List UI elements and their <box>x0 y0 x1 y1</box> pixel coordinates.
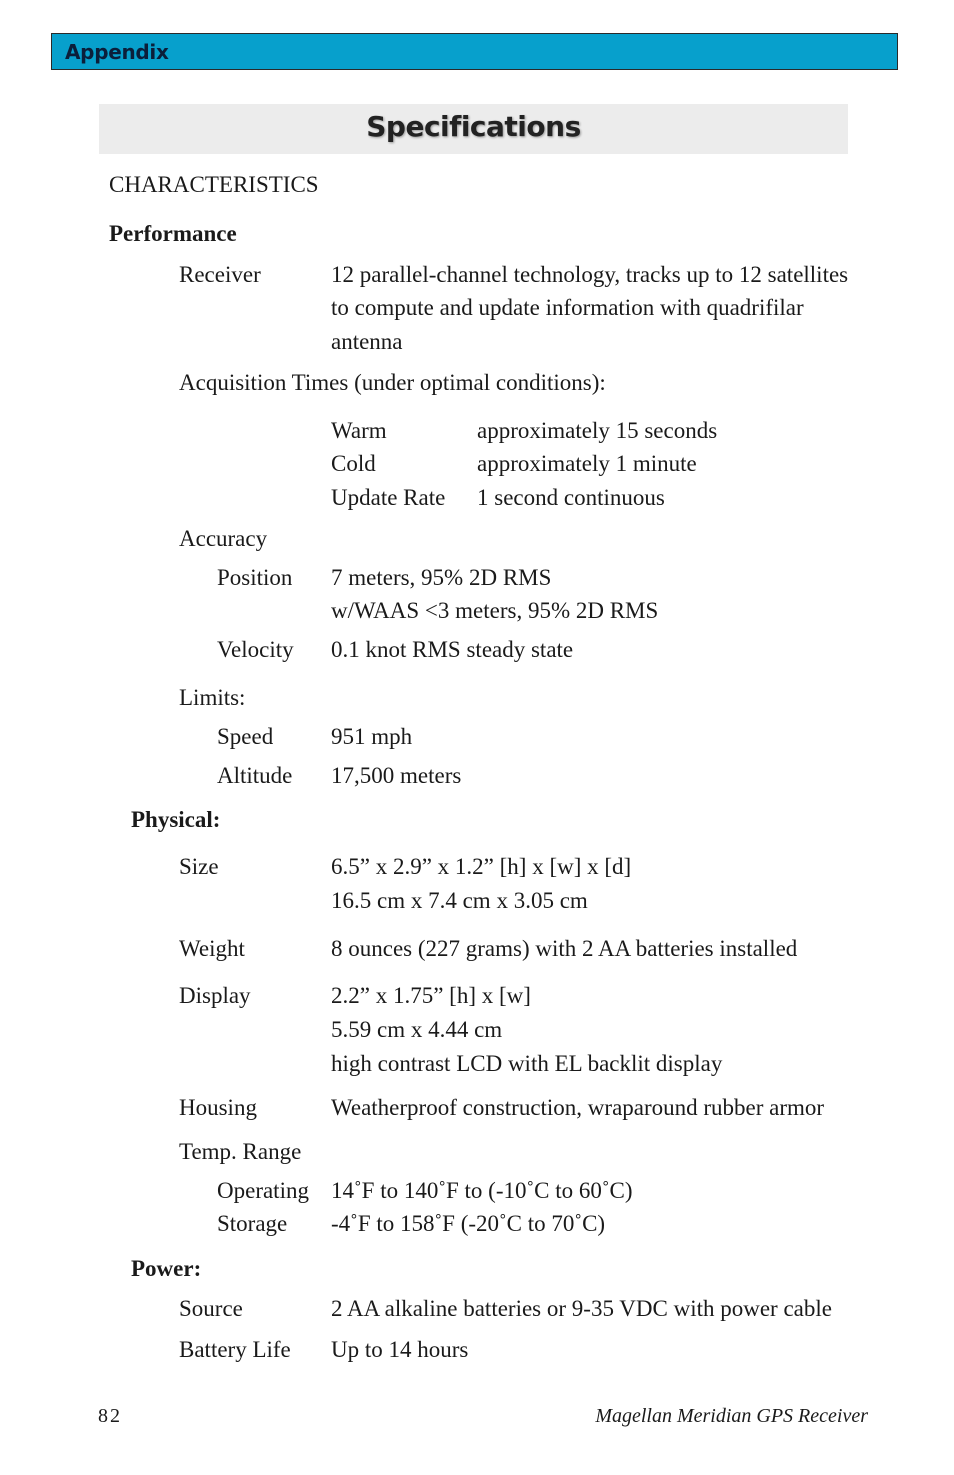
page-title: Specifications <box>366 110 581 143</box>
battery-life-label: Battery Life <box>179 1337 291 1362</box>
altitude-value: 17,500 meters <box>331 763 462 788</box>
position-line-1: 7 meters, 95% 2D RMS <box>331 565 552 590</box>
source-label: Source <box>179 1296 243 1321</box>
size-line-2: 16.5 cm x 7.4 cm x 3.05 cm <box>331 888 588 913</box>
display-label: Display <box>179 983 251 1008</box>
page-number: 82 <box>98 1405 122 1427</box>
operating-value: 14˚F to 140˚F to (-10˚C to 60˚C) <box>331 1178 633 1203</box>
acq-warm-label: Warm <box>331 418 387 443</box>
acq-update-value: 1 second continuous <box>477 485 665 510</box>
housing-label: Housing <box>179 1095 257 1120</box>
size-label: Size <box>179 854 219 879</box>
performance-heading: Performance <box>109 221 237 246</box>
receiver-line-3: antenna <box>331 329 403 354</box>
velocity-label: Velocity <box>217 637 294 662</box>
display-line-2: 5.59 cm x 4.44 cm <box>331 1017 503 1042</box>
book-title: Magellan Meridian GPS Receiver <box>595 1405 868 1427</box>
appendix-label: Appendix <box>65 40 169 64</box>
accuracy-label: Accuracy <box>179 526 268 551</box>
speed-label: Speed <box>217 724 274 749</box>
weight-label: Weight <box>179 936 245 961</box>
storage-label: Storage <box>217 1211 288 1236</box>
acq-update-label: Update Rate <box>331 485 446 510</box>
size-line-1: 6.5” x 2.9” x 1.2” [h] x [w] x [d] <box>331 854 632 879</box>
display-line-3: high contrast LCD with EL backlit display <box>331 1051 723 1076</box>
appendix-header-bar <box>51 33 898 70</box>
position-label: Position <box>217 565 293 590</box>
limits-label: Limits: <box>179 685 246 710</box>
storage-value: -4˚F to 158˚F (-20˚C to 70˚C) <box>331 1211 606 1236</box>
acq-cold-label: Cold <box>331 451 376 476</box>
position-line-2: w/WAAS <3 meters, 95% 2D RMS <box>331 598 659 623</box>
velocity-value: 0.1 knot RMS steady state <box>331 637 574 662</box>
power-heading: Power: <box>131 1256 202 1281</box>
housing-value: Weatherproof construction, wraparound rubber armor <box>331 1095 825 1120</box>
operating-label: Operating <box>217 1178 309 1203</box>
battery-life-value: Up to 14 hours <box>331 1337 469 1362</box>
characteristics-heading: CHARACTERISTICS <box>109 172 319 197</box>
acquisition-label: Acquisition Times (under optimal conditions): <box>179 370 606 395</box>
receiver-line-2: to compute and update information with quadrifilar <box>331 295 804 320</box>
receiver-line-1: 12 parallel-channel technology, tracks up to 12 satellites <box>331 262 849 287</box>
display-line-1: 2.2” x 1.75” [h] x [w] <box>331 983 531 1008</box>
physical-heading: Physical: <box>131 807 221 832</box>
page-title-band <box>99 104 848 154</box>
speed-value: 951 mph <box>331 724 413 749</box>
acq-cold-value: approximately 1 minute <box>477 451 697 476</box>
temp-range-label: Temp. Range <box>179 1139 302 1164</box>
receiver-label: Receiver <box>179 262 261 287</box>
source-value: 2 AA alkaline batteries or 9-35 VDC with power cable <box>331 1296 832 1321</box>
altitude-label: Altitude <box>217 763 293 788</box>
weight-value: 8 ounces (227 grams) with 2 AA batteries installed <box>331 936 798 961</box>
acq-warm-value: approximately 15 seconds <box>477 418 718 443</box>
